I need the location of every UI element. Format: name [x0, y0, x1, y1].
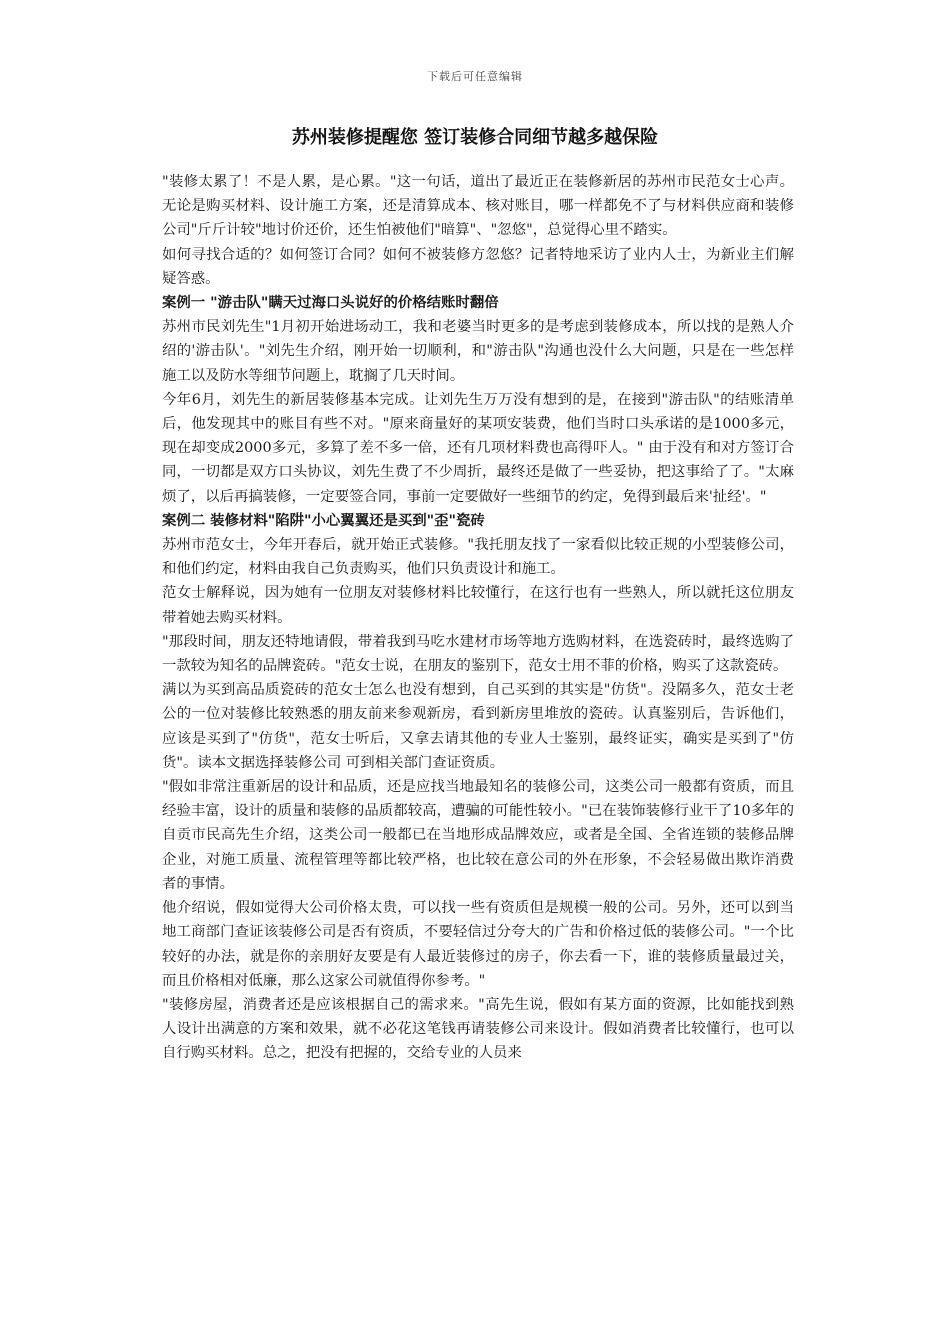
document-title: 苏州装修提醒您 签订装修合同细节越多越保险: [291, 127, 659, 148]
paragraph: "假如非常注重新居的设计和品质，还是应找当地最知名的装修公司，这类公司一般都有资质，而且经验丰富，设计的质量和装修的品质都较高，遭骗的可能性较小。"已在装饰装修行业干了10多年的自贡市民高先生介绍，这类公司一般都已在当地形成品牌效应，或者是全国、全省连锁的装修品牌企业，对施工质量、流程管理等都比较严格，也比较在意公司的外在形象，不会轻易做出欺诈消费者的事情。: [162, 779, 794, 892]
paragraph: 满以为买到高品质瓷砖的范女士怎么也没有想到，自己买到的其实是"仿货"。没隔多久，范女士老公的一位对装修比较熟悉的朋友前来参观新房，看到新房里堆放的瓷砖。认真鉴别后，告诉他们，应该是买到了"仿货"，范女士听后，又拿去请其他的专业人士鉴别，最终证实，确实是买到了"仿货"。读本文据选择装修公司 可到相关部门查证资质。: [162, 682, 794, 771]
paragraph: 今年6月，刘先生的新居装修基本完成。让刘先生万万没有想到的是，在接到"游击队"的结账清单后，他发现其中的账目有些不对。"原来商量好的某项安装费，他们当时口头承诺的是1000多元，现在却变成2000多元，多算了差不多一倍，还有几项材料费也高得吓人。" 由于没有和对方签订合同，一切都是双方口头协议，刘先生费了不少周折，最终还是做了一些妥协，把这事给了了。"太麻烦了，以后再搞装修，一定要签合同，事前一定要做好一些细节的约定，免得到最后来'扯经'。": [162, 391, 794, 505]
section-heading: 案例二 装修材料"陷阱"小心翼翼还是买到"歪"瓷砖: [162, 511, 485, 529]
document-body: [162, 170, 794, 1066]
paragraph: "装修太累了！不是人累，是心累。"这一句话，道出了最近正在装修新居的苏州市民范女士心声。无论是购买材料、设计施工方案，还是清算成本、核对账目，哪一样都免不了与材料供应商和装修公司"斤斤计较"地讨价还价，还生怕被他们"暗算"、"忽悠"，总觉得心里不踏实。: [162, 174, 794, 239]
section-heading: 案例一 "游击队"瞒天过海口头说好的价格结账时翻倍: [162, 294, 499, 312]
paragraph: 如何寻找合适的？如何签订合同？如何不被装修方忽悠？记者特地采访了业内人士，为新业主们解疑答惑。: [162, 246, 794, 287]
header-note: 下载后可任意编辑: [427, 70, 523, 83]
paragraph: 苏州市民刘先生"1月初开始进场动工，我和老婆当时更多的是考虑到装修成本，所以找的是熟人介绍的'游击队'。"刘先生介绍，刚开始一切顺利，和"游击队"沟通也没什么大问题，只是在一些怎样施工以及防水等细节问题上，耽搁了几天时间。: [162, 319, 794, 384]
paragraph: 范女士解释说，因为她有一位朋友对装修材料比较懂行，在这行也有一些熟人，所以就托这位朋友带着她去购买材料。: [162, 585, 794, 626]
paragraph: "装修房屋，消费者还是应该根据自己的需求来。"高先生说，假如有某方面的资源，比如能找到熟人设计出满意的方案和效果，就不必花这笔钱再请装修公司来设计。假如消费者比较懂行，也可以自行购买材料。总之，把没有把握的，交给专业的人员来: [162, 996, 794, 1062]
paragraph: 他介绍说，假如觉得大公司价格太贵，可以找一些有资质但是规模一般的公司。另外，还可以到当地工商部门查证该装修公司是否有资质，不要轻信过分夸大的广告和价格过低的装修公司。"一个比较好的办法，就是你的亲朋好友要是有人最近装修过的房子，你去看一下，谁的装修质量最过关，而且价格相对低廉，那么这家公司就值得你参考。": [162, 900, 794, 989]
paragraph: "那段时间，朋友还特地请假，带着我到马吃水建材市场等地方选购材料，在选瓷砖时，最终选购了一款较为知名的品牌瓷砖。"范女士说，在朋友的鉴别下，范女士用不菲的价格，购买了这款瓷砖。: [162, 633, 794, 675]
paragraph: 苏州市范女士，今年开春后，就开始正式装修。"我托朋友找了一家看似比较正规的小型装修公司，和他们约定，材料由我自己负责购买，他们只负责设计和施工。: [162, 537, 794, 578]
